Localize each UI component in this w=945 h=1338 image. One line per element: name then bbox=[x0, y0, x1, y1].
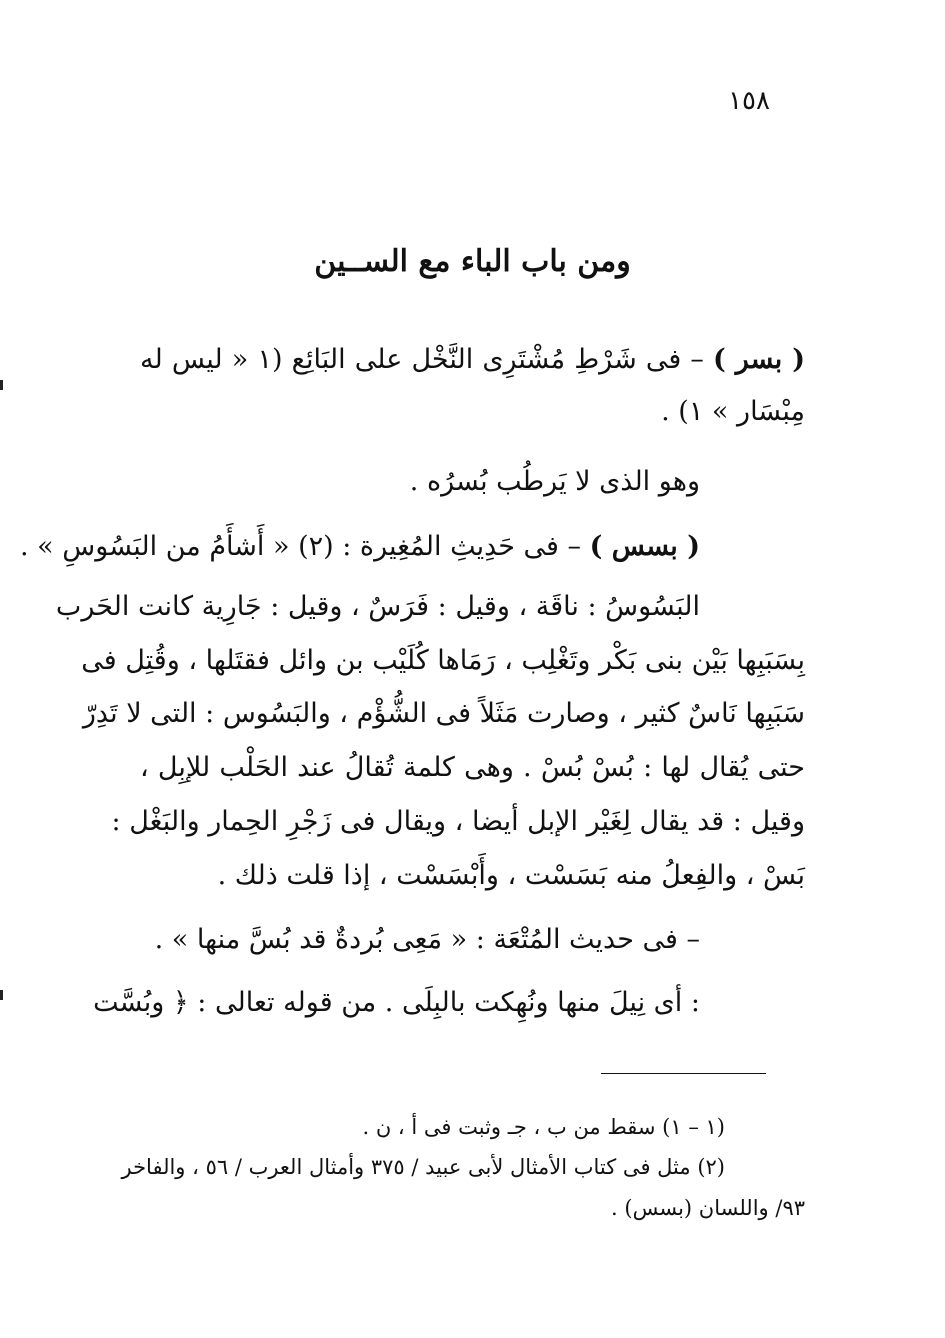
entry-line: سَبَبِها نَاسٌ كثير ، وصارت مَثَلاً فى الشُّؤْم ، والبَسُوس : التى لا تَدِرّ bbox=[82, 698, 805, 729]
entry-line: وقيل : قد يقال لِغَيْر الإبل أيضا ، ويقال فى زَجْرِ الحِمار والبَغْل : bbox=[111, 806, 805, 837]
entry-line: ( بسس ) – فى حَدِيثِ المُغِيرة : (٢) « أَشأَمُ من البَسُوسِ » . bbox=[20, 531, 700, 562]
entry-line: بَسْ ، والفِعلُ منه بَسَسْت ، وأَبْسَسْت ، إذا قلت ذلك . bbox=[217, 860, 805, 891]
entry-line: : أى نِيلَ منها ونُهِكت بالبِلَى . من قوله تعالى : ﴿ وبُسَّت bbox=[93, 987, 700, 1018]
footnote-separator bbox=[601, 1073, 766, 1074]
entry-line: مِبْسَار » ١) . bbox=[661, 396, 805, 427]
headword: ( بسر ) bbox=[713, 344, 805, 375]
footnote: ٩٣/ واللسان (بسس) . bbox=[611, 1196, 805, 1220]
entry-line: بِسَبَبِها بَيْن بنى بَكْر وتَغْلِب ، رَمَاها كُلَيْب بن وائل فقتَلها ، وقُتِل فى bbox=[81, 645, 805, 676]
entry-line: وهو الذى لا يَرطُب بُسرُه . bbox=[409, 466, 700, 497]
page-number: ١٥٨ bbox=[728, 86, 770, 116]
headword: ( بسس ) bbox=[589, 531, 700, 562]
section-heading: ومن باب الباء مع الســين bbox=[314, 244, 631, 279]
footnote: (٢) مثل فى كتاب الأمثال لأبى عبيد / ٣٧٥ وأمثال العرب / ٥٦ ، والفاخر bbox=[121, 1155, 725, 1179]
entry-line: حتى يُقال لها : بُسْ بُسْ . وهى كلمة تُقالُ عند الحَلْب للإبِل ، bbox=[140, 752, 805, 783]
margin-mark bbox=[0, 380, 3, 390]
margin-mark bbox=[0, 990, 3, 1000]
footnote: (١ – ١) سقط من ب ، جـ وثبت فى أ ، ن . bbox=[362, 1115, 725, 1139]
entry-line: البَسُوسُ : ناقَة ، وقيل : فَرَسٌ ، وقيل : جَارِية كانت الحَرب bbox=[55, 591, 700, 622]
entry-line: ( بسر ) – فى شَرْطِ مُشْتَرِى النَّخْل على البَائِع (١ « ليس له bbox=[140, 344, 805, 375]
entry-line: – فى حديث المُتْعَة : « مَعِى بُردةٌ قد بُسَّ منها » . bbox=[154, 924, 700, 955]
